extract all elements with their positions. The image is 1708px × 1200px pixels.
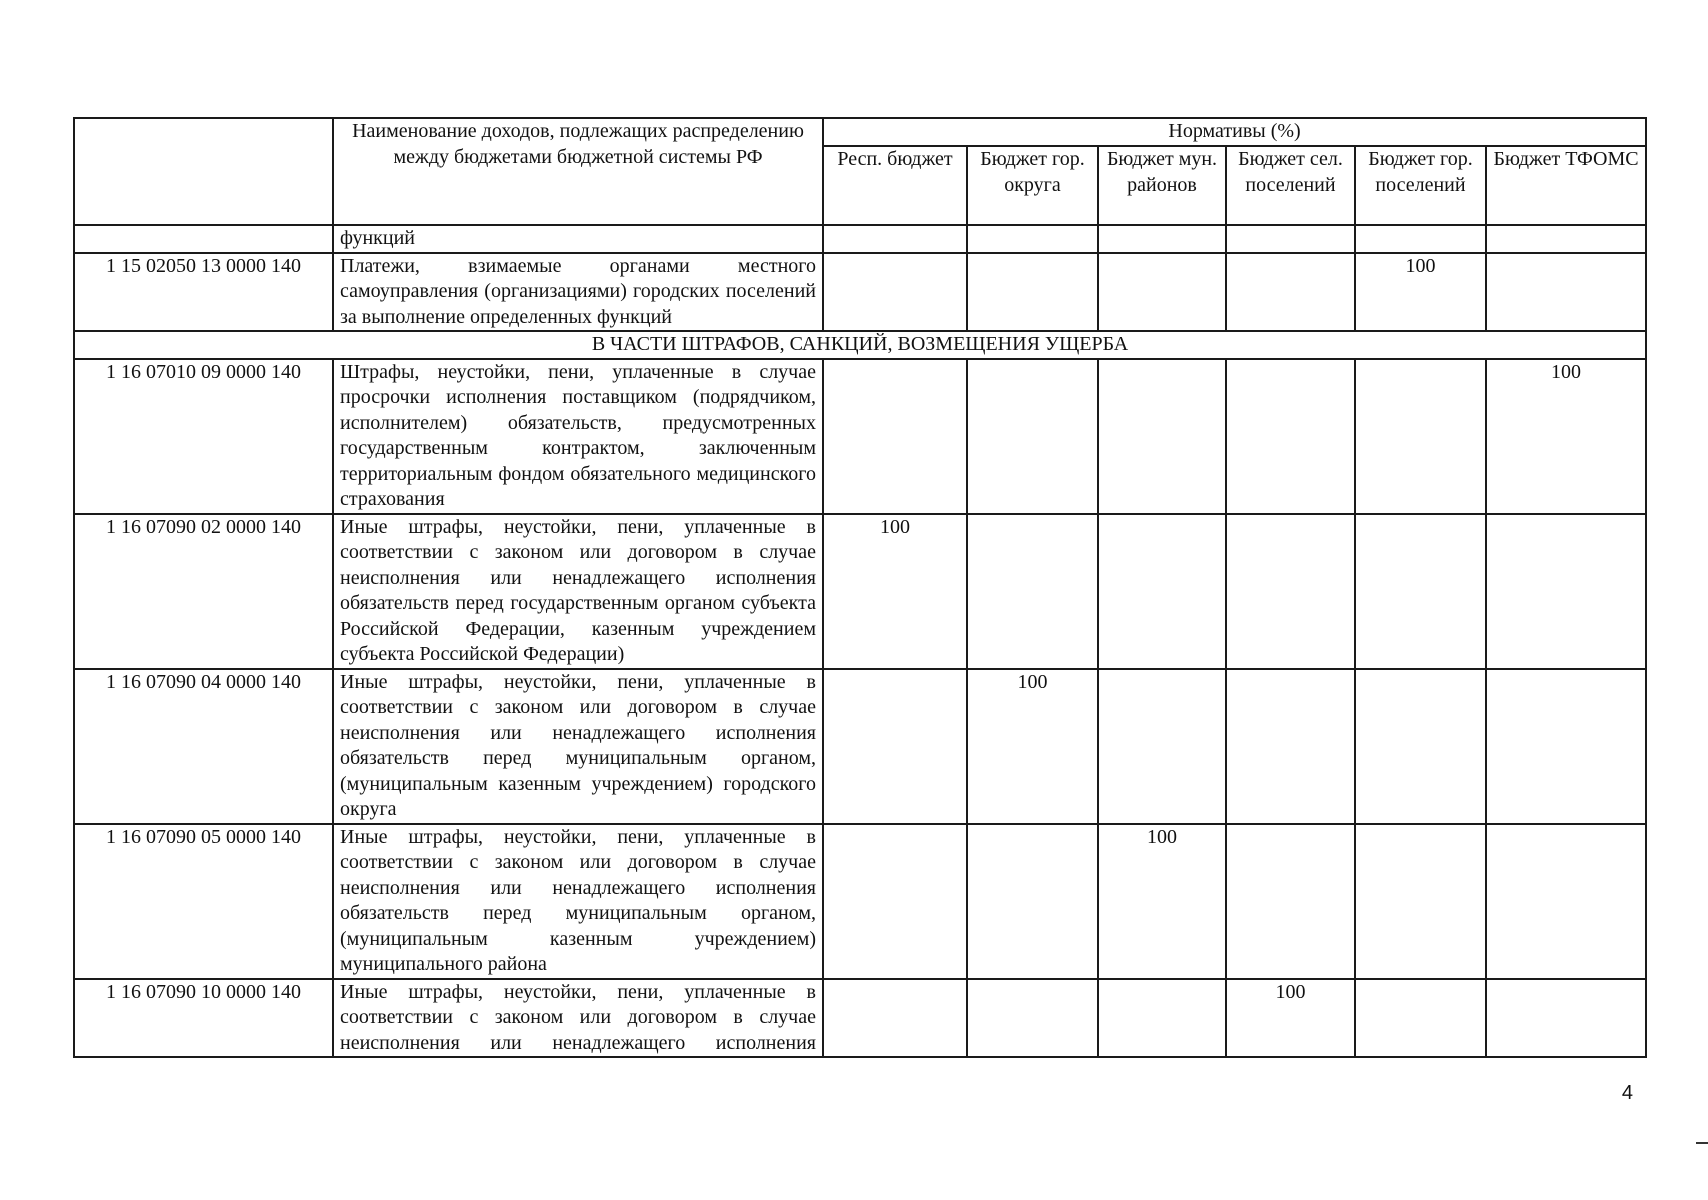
row-name: Иные штрафы, неустойки, пени, уплаченные в соответствии с законом или договором в случае неисполнения или ненадлежащего исполнения обязательств перед государственным органом субъекта Российской Федерации, казенным учреждением субъекта Российской Федерации) (333, 514, 823, 669)
header-rural-settlements-budget: Бюджет сел. поселений (1226, 146, 1355, 225)
row-name: Платежи, взимаемые органами местного самоуправления (организациями) городских поселений за выполнение определенных функций (333, 253, 823, 332)
header-urban-settlements-budget: Бюджет гор. поселений (1355, 146, 1486, 225)
row-code: 1 16 07010 09 0000 140 (74, 359, 333, 514)
section-title: В ЧАСТИ ШТРАФОВ, САНКЦИЙ, ВОЗМЕЩЕНИЯ УЩЕРБА (74, 331, 1646, 359)
value-cell (1486, 979, 1646, 1058)
header-resp-budget: Респ. бюджет (823, 146, 967, 225)
value-cell (1098, 225, 1226, 253)
header-normatives: Нормативы (%) (823, 118, 1646, 146)
value-cell (1355, 359, 1486, 514)
revenue-distribution-table (73, 117, 1647, 1058)
section-row (74, 331, 1646, 359)
row-name: Штрафы, неустойки, пени, уплаченные в случае просрочки исполнения поставщиком (подрядчиком, исполнителем) обязательств, предусмотренных государственным контрактом, заключенным территориальным фондом обязательного медицинского страхования (333, 359, 823, 514)
table-row (74, 824, 1646, 979)
value-cell (1486, 253, 1646, 332)
header-income-name: Наименование доходов, подлежащих распределению между бюджетами бюджетной системы РФ (333, 118, 823, 225)
value-cell (1226, 824, 1355, 979)
value-cell (1226, 225, 1355, 253)
value-cell (1355, 225, 1486, 253)
header-municipal-districts-budget: Бюджет мун. районов (1098, 146, 1226, 225)
table-row (74, 359, 1646, 514)
value-cell (1226, 669, 1355, 824)
value-cell (823, 359, 967, 514)
table-row (74, 253, 1646, 332)
row-code: 1 16 07090 10 0000 140 (74, 979, 333, 1058)
margin-mark (1696, 1142, 1708, 1144)
header-code-cell (74, 118, 333, 225)
value-cell (967, 979, 1098, 1058)
value-cell (1098, 359, 1226, 514)
value-cell (967, 225, 1098, 253)
value-municipal-districts: 100 (1098, 824, 1226, 979)
value-cell (967, 359, 1098, 514)
value-cell (823, 979, 967, 1058)
value-cell (967, 514, 1098, 669)
row-name: Иные штрафы, неустойки, пени, уплаченные в соответствии с законом или договором в случае неисполнения или ненадлежащего исполнения обязательств перед муниципальным органом, (муниципальным казенным учреждением) муниципального района (333, 824, 823, 979)
value-cell (823, 669, 967, 824)
value-cell (1486, 824, 1646, 979)
value-cell (1098, 514, 1226, 669)
header-tfoms-budget: Бюджет ТФОМС (1486, 146, 1646, 225)
value-cell (967, 824, 1098, 979)
value-tfoms: 100 (1486, 359, 1646, 514)
value-cell (1098, 979, 1226, 1058)
header-row-1 (74, 118, 1646, 146)
row-code: 1 16 07090 05 0000 140 (74, 824, 333, 979)
page-number: 4 (1621, 1082, 1633, 1104)
value-rural-settlements: 100 (1226, 979, 1355, 1058)
value-urban-settlements: 100 (1355, 253, 1486, 332)
value-cell (1355, 824, 1486, 979)
row-code: 1 16 07090 02 0000 140 (74, 514, 333, 669)
value-cell (1226, 359, 1355, 514)
value-cell (1098, 669, 1226, 824)
row-name: функций (333, 225, 823, 253)
value-cell (823, 225, 967, 253)
value-cell (1486, 225, 1646, 253)
table-row (74, 225, 1646, 253)
table-row (74, 669, 1646, 824)
table-row (74, 979, 1646, 1058)
value-cell (1355, 514, 1486, 669)
value-cell (823, 253, 967, 332)
value-cell (1226, 253, 1355, 332)
row-code: 1 15 02050 13 0000 140 (74, 253, 333, 332)
value-cell (1355, 979, 1486, 1058)
value-cell (1098, 253, 1226, 332)
row-name: Иные штрафы, неустойки, пени, уплаченные в соответствии с законом или договором в случае неисполнения или ненадлежащего исполнения (333, 979, 823, 1058)
value-cell (1226, 514, 1355, 669)
value-cell (823, 824, 967, 979)
value-cell (1486, 514, 1646, 669)
row-name: Иные штрафы, неустойки, пени, уплаченные в соответствии с законом или договором в случае неисполнения или ненадлежащего исполнения обязательств перед муниципальным органом, (муниципальным казенным учреждением) городского округа (333, 669, 823, 824)
value-cell (1355, 669, 1486, 824)
header-city-district-budget: Бюджет гор. округа (967, 146, 1098, 225)
value-city-district: 100 (967, 669, 1098, 824)
value-cell (1486, 669, 1646, 824)
value-resp-budget: 100 (823, 514, 967, 669)
row-code: 1 16 07090 04 0000 140 (74, 669, 333, 824)
table-row (74, 514, 1646, 669)
value-cell (967, 253, 1098, 332)
row-code (74, 225, 333, 253)
